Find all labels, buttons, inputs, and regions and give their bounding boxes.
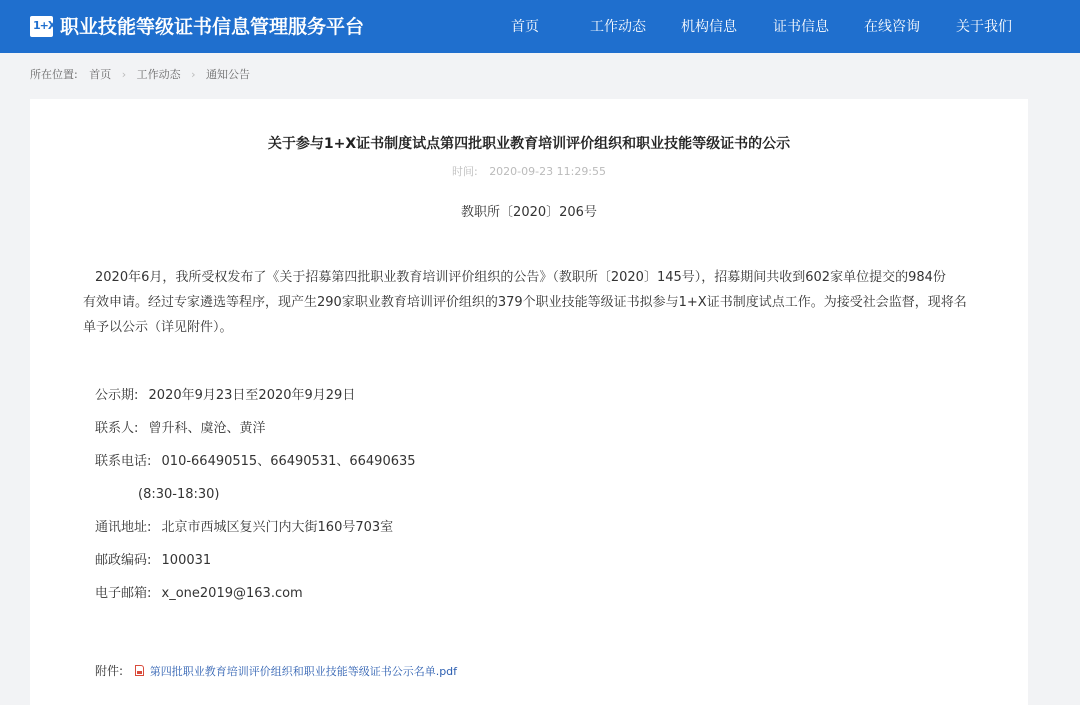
pdf-file-icon (135, 665, 144, 676)
phone-label: 联系电话: (95, 454, 152, 469)
email-value: x_one2019@163.com (161, 586, 303, 601)
breadcrumb-work-news-link[interactable]: 工作动态 (136, 68, 181, 81)
email-label: 电子邮箱: (95, 586, 152, 601)
nav-about-us[interactable]: 关于我们 (956, 19, 1012, 35)
address-label: 通讯地址: (95, 520, 152, 535)
time-label: 时间: (451, 165, 478, 178)
nav-home[interactable]: 首页 (511, 19, 539, 35)
contact-row (95, 419, 266, 439)
document-number: 教职所〔2020〕206号 (461, 205, 597, 220)
paragraph-line: 单予以公示（详见附件）。 (83, 320, 233, 335)
postcode-label: 邮政编码: (95, 553, 152, 568)
chevron-right-icon: › (121, 68, 127, 81)
address-value: 北京市西城区复兴门内大街160号703室 (161, 520, 394, 535)
notice-period-value: 2020年9月23日至2020年9月29日 (148, 388, 356, 403)
nav-certificates[interactable]: 证书信息 (773, 19, 829, 35)
article-card (30, 99, 1028, 705)
nav-online-consult[interactable]: 在线咨询 (864, 19, 920, 35)
notice-period-label: 公示期: (95, 388, 139, 403)
phone-hours: (8:30-18:30) (138, 487, 220, 502)
article-title: 关于参与1+X证书制度试点第四批职业教育培训评价组织和职业技能等级证书的公示 (267, 136, 791, 152)
nav-institutions[interactable]: 机构信息 (681, 19, 737, 35)
logo-text: 1+X (33, 19, 56, 32)
breadcrumb-home-link[interactable]: 首页 (89, 68, 112, 81)
paragraph-line: 有效申请。经过专家遴选等程序，现产生290家职业教育培训评价组织的379个职业技能等级证书拟参与1+X证书制度试点工作。为接受社会监督，现将名 (83, 295, 967, 310)
phone-row (95, 452, 416, 472)
breadcrumb-label: 所在位置: (30, 68, 78, 81)
nav-work-news[interactable]: 工作动态 (590, 19, 646, 35)
postcode-row (95, 551, 211, 571)
notice-period-row (95, 386, 355, 406)
site-title[interactable]: 职业技能等级证书信息管理服务平台 (60, 16, 365, 38)
article-paragraph (83, 265, 983, 340)
time-value: 2020-09-23 11:29:55 (489, 165, 607, 178)
top-header (0, 0, 1080, 53)
phone-value: 010-66490515、66490531、66490635 (161, 454, 416, 469)
email-row (95, 584, 303, 604)
contact-label: 联系人: (95, 421, 139, 436)
main-nav (0, 0, 1080, 53)
contact-value: 曾升科、虞沧、黄洋 (148, 421, 266, 436)
chevron-right-icon: › (191, 68, 196, 81)
attachment-link[interactable]: 第四批职业教育培训评价组织和职业技能等级证书公示名单.pdf (149, 665, 458, 678)
attachment-label: 附件: (95, 664, 124, 678)
breadcrumb-notice-link[interactable]: 通知公告 (206, 68, 251, 81)
article-time (30, 164, 1028, 180)
paragraph-line: 2020年6月，我所受权发布了《关于招募第四批职业教育培训评价组织的公告》（教职所〔2020〕145号），招募期间共收到602家单位提交的984份 (95, 270, 946, 285)
attachment-row (95, 662, 457, 681)
postcode-value: 100031 (161, 553, 212, 568)
address-row (95, 518, 393, 538)
breadcrumb (30, 66, 250, 84)
